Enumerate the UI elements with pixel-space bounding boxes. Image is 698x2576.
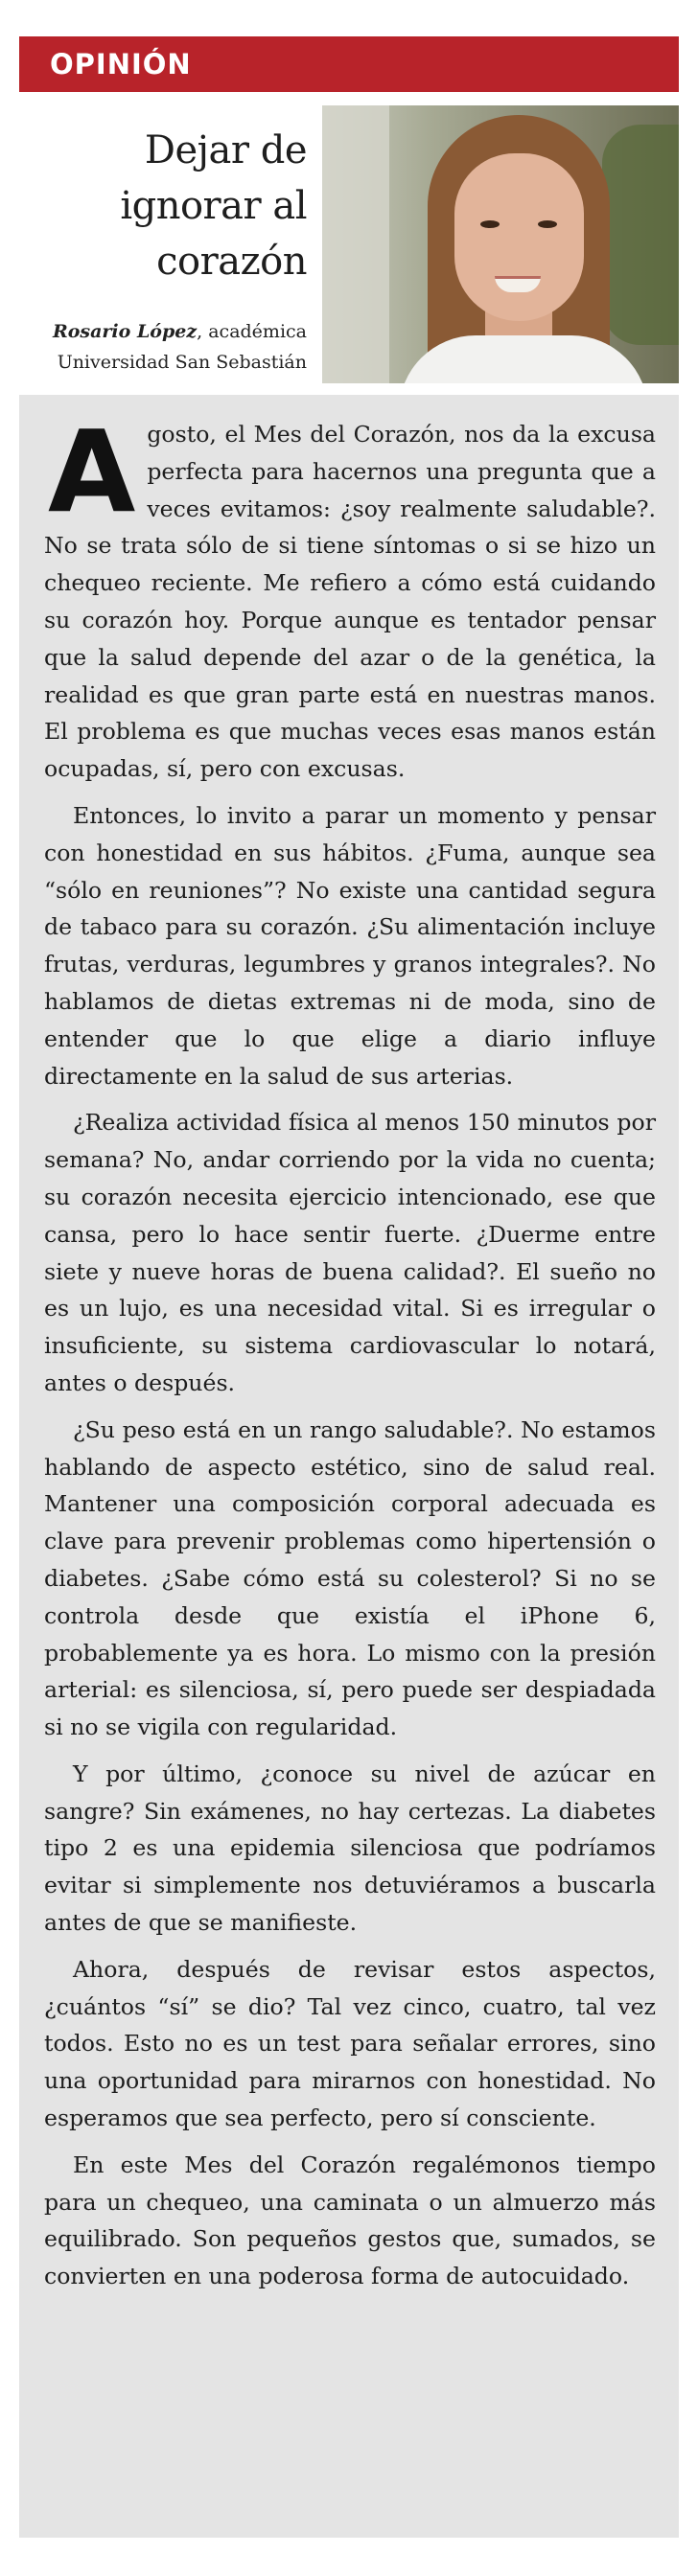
photo-eye-right	[538, 220, 557, 228]
photo-face	[454, 153, 584, 321]
paragraph-text: gosto, el Mes del Corazón, nos da la excusa perfecta para hacernos una pregunta que a veces evitamos: ¿soy realmente saludable?. No se trata sólo de si tiene síntomas o si se hizo un chequeo reciente. Me refiero a cómo está cuidando su corazón hoy. Porque aunque es tentador pensar que la salud depende del azar o de la genética, la realidad es que gran parte está en nuestras manos. El problema es que muchas veces esas manos están ocupadas, sí, pero con excusas.	[44, 421, 656, 783]
article-paragraph-5: Y por último, ¿conoce su nivel de azúcar en sangre? Sin exámenes, no hay certezas. La diabetes tipo 2 es una epidemia silenciosa que podríamos evitar si simplemente nos detuviéramos a buscarla antes de que se manifieste.	[44, 1760, 656, 1937]
section-label: OPINIÓN	[19, 36, 679, 92]
author-photo	[322, 105, 679, 383]
article-body	[19, 395, 679, 2538]
photo-eye-left	[480, 220, 500, 228]
photo-plant	[602, 125, 679, 345]
author-name: Rosario López	[52, 321, 198, 342]
article-paragraph-7: En este Mes del Corazón regalémonos tiempo para un chequeo, una caminata o un almuerzo más equilibrado. Son pequeños gestos que, sumados, se convierten en una poderosa forma de autocuidado.	[44, 2150, 656, 2290]
byline	[19, 316, 307, 378]
article-paragraph-6: Ahora, después de revisar estos aspectos, ¿cuántos “sí” se dio? Tal vez cinco, cuatro, tal vez todos. Esto no es un test para señalar errores, sino una oportunidad para mirarnos con honestidad. No esperamos que sea perfecto, pero sí consciente.	[44, 1955, 656, 2132]
author-affiliation: Universidad San Sebastián	[57, 352, 307, 373]
article-paragraph-1	[44, 405, 656, 788]
article-paragraph-3: ¿Realiza actividad física al menos 150 minutos por semana? No, andar corriendo por la vida no cuenta; su corazón necesita ejercicio intencionado, ese que cansa, pero lo hace sentir fuerte. ¿Duerme entre siete y nueve horas de buena calidad?. El sueño no es un lujo, es una necesidad vital. Si es irregular o insuficiente, su sistema cardiovascular lo notará, antes o después.	[44, 1109, 656, 1396]
photo-background	[322, 105, 389, 383]
article-paragraph-4: ¿Su peso está en un rango saludable?. No estamos hablando de aspecto estético, sino de salud real. Mantener una composición corporal adecuada es clave para prevenir problemas como hipertensión o diabetes. ¿Sabe cómo está su colesterol? Si no se controla desde que existía el iPhone 6, probablemente ya es hora. Lo mismo con la presión arterial: es silenciosa, sí, pero puede ser despiadada si no se vigila con regularidad.	[44, 1415, 656, 1741]
headline: Dejar de ignorar al corazón	[120, 128, 307, 284]
article-paragraph-2: Entonces, lo invito a parar un momento y pensar con honestidad en sus hábitos. ¿Fuma, aunque sea “sólo en reuniones”? No existe una cantidad segura de tabaco para su corazón. ¿Su alimentación incluye frutas, verduras, legumbres y granos integrales?. No hablamos de dietas extremas ni de moda, sino de entender que lo que elige a diario influye directamente en la salud de sus arterias.	[44, 801, 656, 1090]
author-role: , académica	[197, 321, 307, 342]
drop-cap: A	[48, 405, 136, 538]
